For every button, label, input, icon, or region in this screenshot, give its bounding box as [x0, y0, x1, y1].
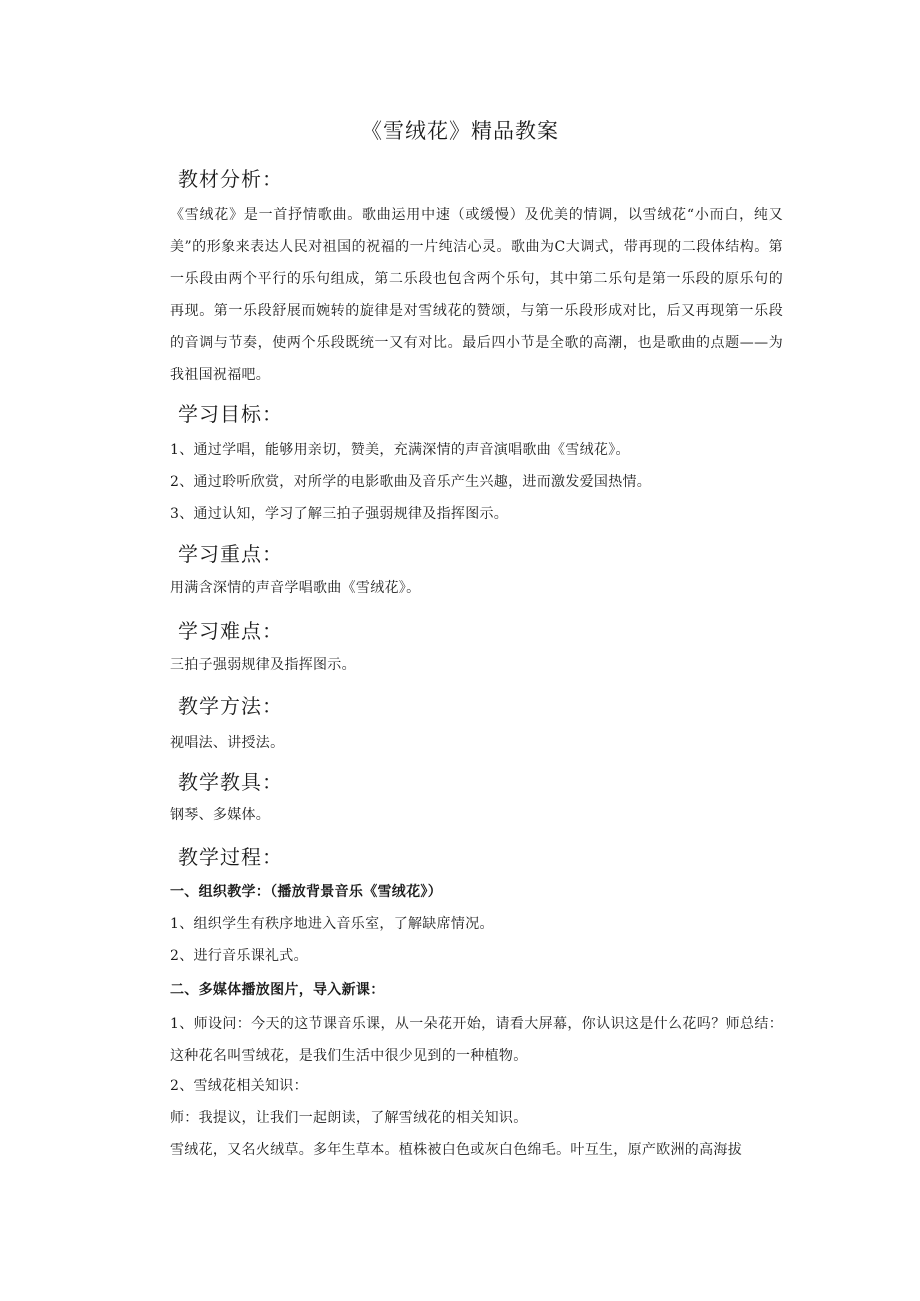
- heading-process: 教学过程：: [178, 845, 283, 869]
- heading-analysis: 教材分析：: [178, 167, 283, 191]
- process-step2-item-4: 雪绒花，又名火绒草。多年生草本。植株被白色或灰白色绵毛。叶互生，原产欧洲的高海拔: [170, 1142, 742, 1158]
- analysis-paragraph: 《雪绒花》是一首抒情歌曲。歌曲运用中速（或缓慢）及优美的情调，以雪绒花“小而白，纯又美”的形象来表达人民对祖国的祝福的一片纯洁心灵。歌曲为C大调式，带再现的二段体结构。第一乐段由两个平行的乐句组成，第二乐段也包含两个乐句，其中第二乐句是第一乐段的原乐句的再现。第一乐段舒展而婉转的旋律是对雪绒花的赞颂，与第一乐段形成对比，后又再现第一乐段的音调与节奏，使两个乐段既统一又有对比。最后四小节是全歌的高潮，也是歌曲的点题——为我祖国祝福吧。: [170, 207, 783, 383]
- process-step1-item-1: 1、组织学生有秩序地进入音乐室，了解缺席情况。: [170, 916, 494, 932]
- heading-goals: 学习目标：: [178, 402, 283, 426]
- process-step2-item-1: 1、师设问：今天的这节课音乐课，从一朵花开始，请看大屏幕，你认识这是什么花吗？师总结：这种花名叫雪绒花，是我们生活中很少见到的一种植物。: [170, 1016, 783, 1064]
- process-step2-title: 二、多媒体播放图片，导入新课：: [170, 982, 385, 998]
- heading-focus: 学习重点：: [178, 542, 283, 566]
- heading-tools: 教学教具：: [178, 770, 283, 794]
- process-step2-item-2: 2、雪绒花相关知识：: [170, 1078, 308, 1094]
- process-step1-item-2: 2、进行音乐课礼式。: [170, 948, 308, 964]
- document-title: 《雪绒花》精品教案: [361, 119, 559, 143]
- focus-text: 用满含深情的声音学唱歌曲《雪绒花》。: [170, 580, 421, 596]
- method-text: 视唱法、讲授法。: [170, 735, 285, 751]
- difficulty-text: 三拍子强弱规律及指挥图示。: [170, 657, 356, 673]
- goal-item-1: 1、通过学唱，能够用亲切，赞美，充满深情的声音演唱歌曲《雪绒花》。: [170, 442, 630, 458]
- goal-item-2: 2、通过聆听欣赏，对所学的电影歌曲及音乐产生兴趣，进而激发爱国热情。: [170, 474, 652, 490]
- process-step1-title: 一、组织教学：（播放背景音乐《雪绒花》）: [170, 884, 442, 900]
- goal-item-3: 3、通过认知，学习了解三拍子强弱规律及指挥图示。: [170, 506, 509, 522]
- tools-text: 钢琴、多媒体。: [170, 807, 271, 823]
- heading-difficulty: 学习难点：: [178, 619, 283, 643]
- process-step2-item-3: 师：我提议，让我们一起朗读，了解雪绒花的相关知识。: [170, 1110, 528, 1126]
- heading-method: 教学方法：: [178, 694, 283, 718]
